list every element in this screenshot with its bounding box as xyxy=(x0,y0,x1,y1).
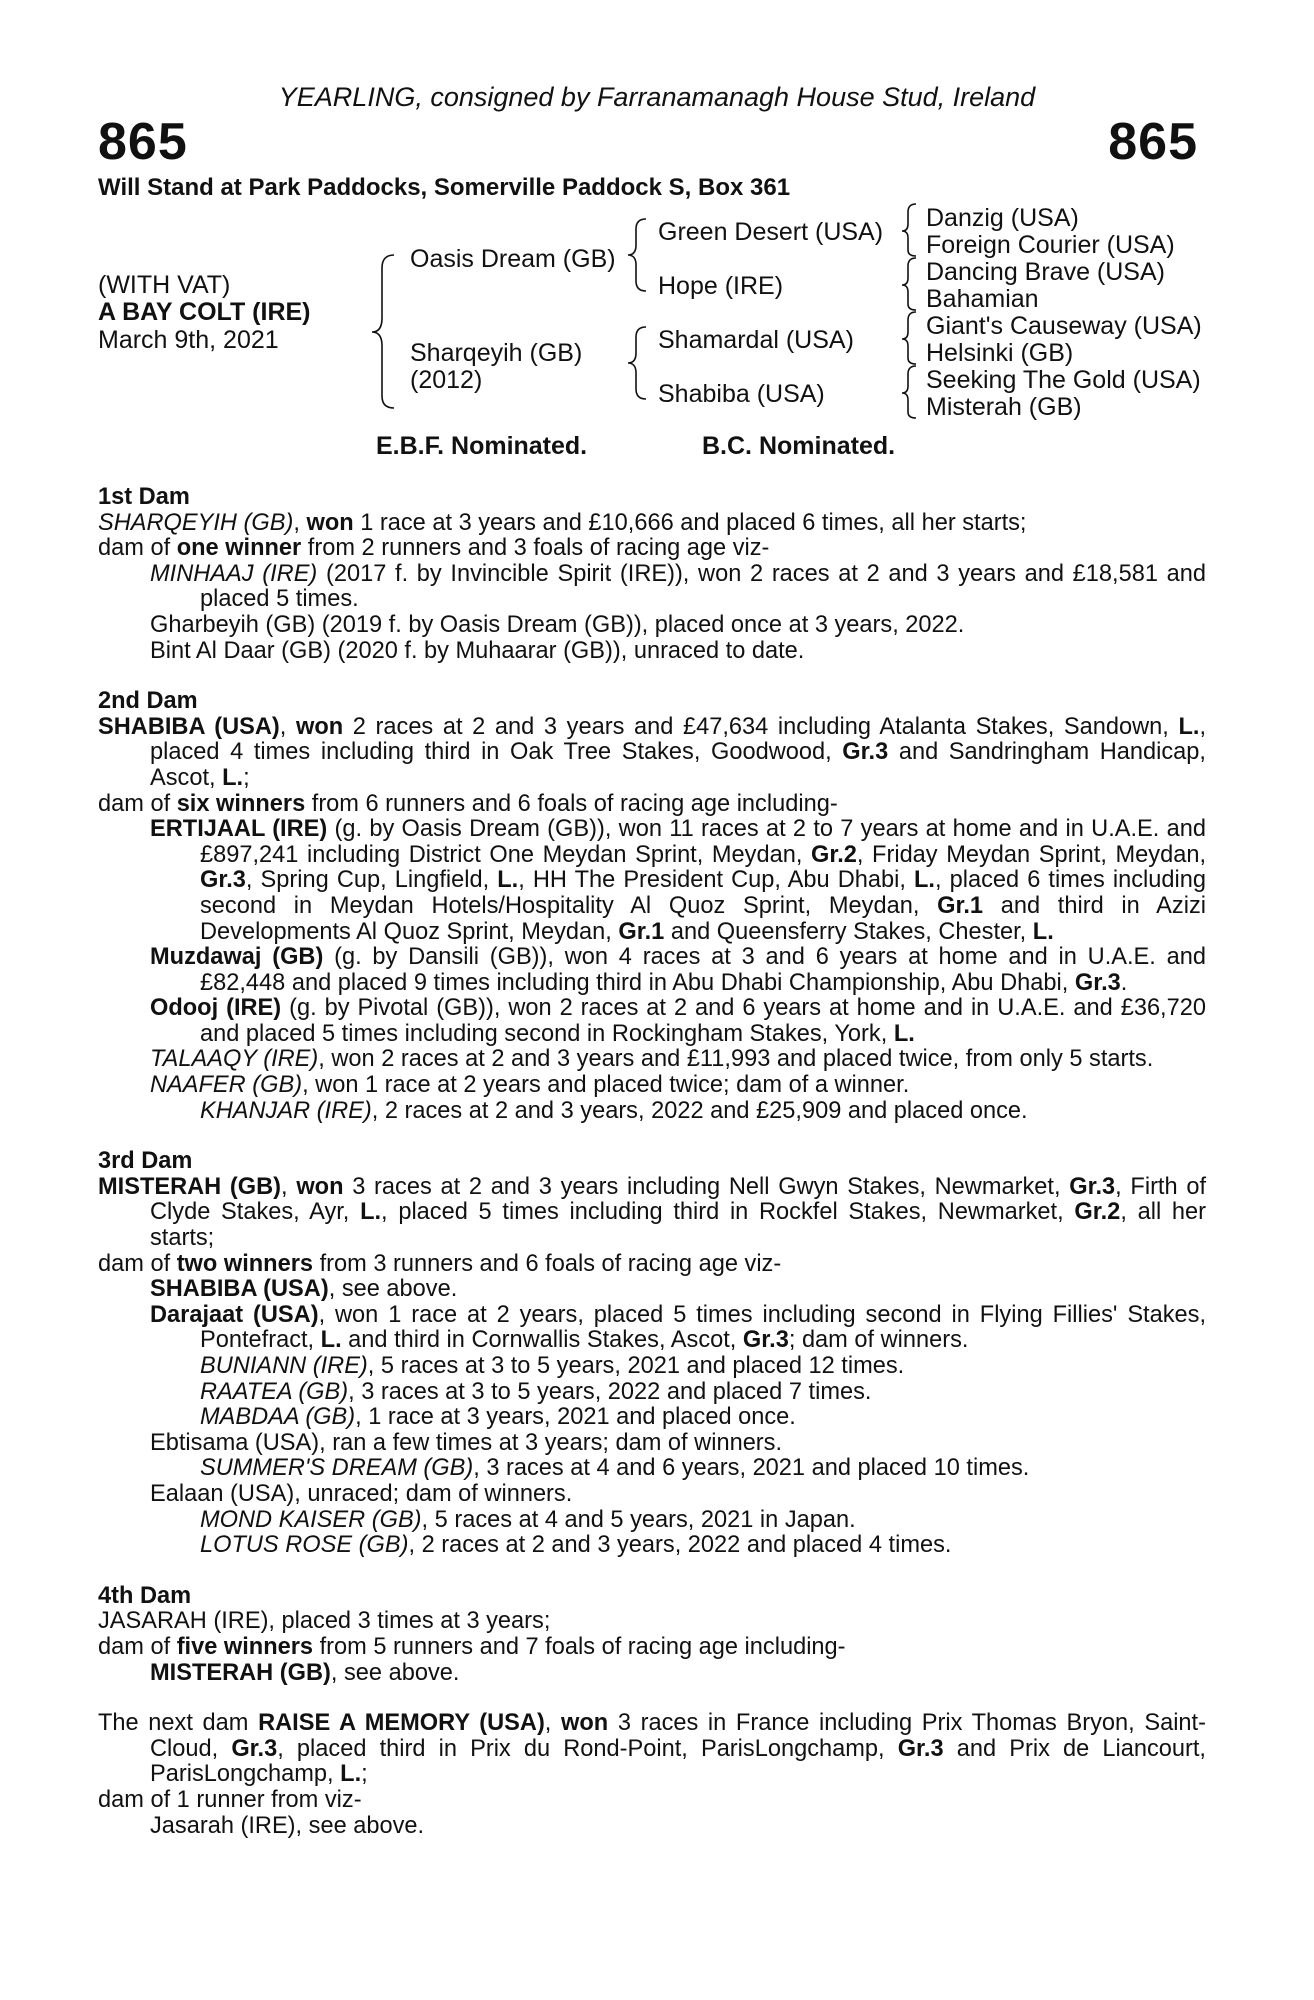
progeny-entry: SHABIBA (USA), see above. xyxy=(150,1276,458,1303)
first-dam-section: 1st Dam SHARQEYIH (GB), won 1 race at 3 years and £10,666 and placed 6 times, all her starts; dam of one winner from 2 runners and 3 foals of racing age viz- MINHAAJ (IRE) (2017 f. by Invincible Spirit (IRE)), won 2 races at 2 and 3 years and £18,581 and placed 5 times. Gharbeyih (GB) (2019 f. by Oasis Dream (GB)), placed once at 3 years, 2022. Bint Al Daar (GB) (2020 f. by Muhaarar (GB)), unraced to date. xyxy=(98,484,1206,664)
ancestor-dsd: Helsinki (GB) xyxy=(926,339,1074,367)
next-dam-section: The next dam RAISE A MEMORY (USA), won 3 races in France including Prix Thomas Bryon, Saint-Cloud, Gr.3, placed third in Prix du Rond-Point, ParisLongchamp, Gr.3 and Prix de Liancourt, ParisLongchamp, L.; dam of 1 runner from viz- Jasarah (IRE), see above. xyxy=(98,1710,1206,1839)
ancestor-sds: Dancing Brave (USA) xyxy=(926,258,1165,286)
progeny-entry: Darajaat (USA), won 1 race at 2 years, placed 5 times including second in Flying Fillies' Stakes, Pontefract, L. and third in Cornwallis Stakes, Ascot, Gr.3; dam of winners. xyxy=(150,1301,1207,1354)
birth-date: March 9th, 2021 xyxy=(98,326,279,354)
pedigree-notes xyxy=(98,485,1206,1839)
progeny-entry: MISTERAH (GB), see above. xyxy=(150,1659,460,1686)
progeny-entry: NAAFER (GB), won 1 race at 2 years and placed twice; dam of a winner. xyxy=(150,1072,910,1099)
ebf-nomination: E.B.F. Nominated. xyxy=(376,432,588,460)
sire-dam: Hope (IRE) xyxy=(658,272,784,300)
stand-location: Will Stand at Park Paddocks, Somerville Paddock S, Box 361 xyxy=(98,174,791,201)
progeny-entry: Gharbeyih (GB) (2019 f. by Oasis Dream (GB)), placed once at 3 years, 2022. xyxy=(150,611,965,638)
ancestor-sdd: Bahamian xyxy=(926,285,1039,313)
progeny-entry: ERTIJAAL (IRE) (g. by Oasis Dream (GB)), won 11 races at 2 to 7 years at home and in U.A.E. and £897,241 including District One Meydan Sprint, Meydan, Gr.2, Friday Meydan Sprint, Meydan, Gr.3, Spring Cup, Lingfield, L., HH The President Cup, Abu Dhabi, L., placed 6 times including second in Meydan Hotels/Hospitality Al Quoz Sprint, Meydan, Gr.1 and third in Azizi Developments Al Quoz Sprint, Meydan, Gr.1 and Queensferry Stakes, Chester, L. xyxy=(150,816,1206,945)
grand-progeny-entry: MABDAA (GB), 1 race at 3 years, 2021 and placed once. xyxy=(200,1404,796,1431)
second-dam-section: 2nd Dam SHABIBA (USA), won 2 races at 2 and 3 years and £47,634 including Atalanta Stakes, Sandown, L., placed 4 times including third in Oak Tree Stakes, Goodwood, Gr.3 and Sandringham Handicap, Ascot, L.; dam of six winners from 6 runners and 6 foals of racing age including- ERTIJAAL (IRE) (g. by Oasis Dream (GB)), won 11 races at 2 to 7 years at home and in U.A.E. and £897,241 including District One Meydan Sprint, Meydan, Gr.2, Friday Meydan Sprint, Meydan, Gr.3, Spring Cup, Lingfield, L., HH The President Cup, Abu Dhabi, L., placed 6 times including second in Meydan Hotels/Hospitality Al Quoz Sprint, Meydan, Gr.1 and third in Azizi Developments Al Quoz Sprint, Meydan, Gr.1 and Queensferry Stakes, Chester, L. Muzdawaj (GB) (g. by Dansili (GB)), won 4 races at 3 and 6 years at home and in U.A.E. and £82,448 and placed 9 times including third in Abu Dhabi Championship, Abu Dhabi, Gr.3. Odooj (IRE) (g. by Pivotal (GB)), won 2 races at 2 and 6 years at home and in U.A.E. and £36,720 and placed 5 times including second in Rockingham Stakes, York, L. TALAAQY (IRE), won 2 races at 2 and 3 years and £11,993 and placed twice, from only 5 starts. NAAFER (GB), won 1 race at 2 years and placed twice; dam of a winner. KHANJAR (IRE), 2 races at 2 and 3 years, 2022 and £25,909 and placed once. xyxy=(98,688,1206,1124)
grand-progeny-entry: SUMMER'S DREAM (GB), 3 races at 4 and 6 years, 2021 and placed 10 times. xyxy=(200,1455,1030,1482)
progeny-entry: MINHAAJ (IRE) (2017 f. by Invincible Spirit (IRE)), won 2 races at 2 and 3 years and £18,581 and placed 5 times. xyxy=(150,560,1206,613)
dam-name: SHARQEYIH (GB) xyxy=(98,509,294,536)
progeny-entry: Ebtisama (USA), ran a few times at 3 years; dam of winners. xyxy=(150,1429,783,1456)
ancestor-dss: Giant's Causeway (USA) xyxy=(926,312,1202,340)
sire-sire: Green Desert (USA) xyxy=(658,218,884,246)
dam-sire: Shamardal (USA) xyxy=(658,326,854,354)
grand-progeny-entry: KHANJAR (IRE), 2 races at 2 and 3 years, 2022 and £25,909 and placed once. xyxy=(200,1097,1028,1124)
ancestor-ddd: Misterah (GB) xyxy=(926,393,1082,421)
grand-progeny-entry: LOTUS ROSE (GB), 2 races at 2 and 3 years, 2022 and placed 4 times. xyxy=(200,1532,952,1559)
dam-dam: Shabiba (USA) xyxy=(658,380,825,408)
dam: Sharqeyih (GB) xyxy=(410,339,583,367)
ancestor-ssd: Foreign Courier (USA) xyxy=(926,231,1175,259)
vat-note: (WITH VAT) xyxy=(98,271,231,299)
grand-progeny-entry: BUNIANN (IRE), 5 races at 3 to 5 years, 2021 and placed 12 times. xyxy=(200,1353,905,1379)
lot-number-right: 865 xyxy=(1108,113,1198,171)
progeny-entry: Muzdawaj (GB) (g. by Dansili (GB)), won 4 races at 3 and 6 years at home and in U.A.E. and £82,448 and placed 9 times including third in Abu Dhabi Championship, Abu Dhabi, Gr.3. xyxy=(150,944,1206,996)
ancestor-dds: Seeking The Gold (USA) xyxy=(926,366,1201,394)
lot-number-left: 865 xyxy=(98,113,188,171)
section-heading: 2nd Dam xyxy=(98,688,198,715)
dam-year: (2012) xyxy=(410,366,483,394)
third-dam-section: 3rd Dam MISTERAH (GB), won 3 races at 2 and 3 years including Nell Gwyn Stakes, Newmarket, Gr.3, Firth of Clyde Stakes, Ayr, L., placed 5 times including third in Rockfel Stakes, Newmarket, Gr.2, all her starts; dam of two winners from 3 runners and 6 foals of racing age viz- SHABIBA (USA), see above. Darajaat (USA), won 1 race at 2 years, placed 5 times including second in Flying Fillies' Stakes, Pontefract, L. and third in Cornwallis Stakes, Ascot, Gr.3; dam of winners. BUNIANN (IRE), 5 races at 3 to 5 years, 2021 and placed 12 times. RAATEA (GB), 3 races at 3 to 5 years, 2022 and placed 7 times. MABDAA (GB), 1 race at 3 years, 2021 and placed once. Ebtisama (USA), ran a few times at 3 years; dam of winners. SUMMER'S DREAM (GB), 3 races at 4 and 6 years, 2021 and placed 10 times. Ealaan (USA), unraced; dam of winners. MOND KAISER (GB), 5 races at 4 and 5 years, 2021 in Japan. LOTUS ROSE (GB), 2 races at 2 and 3 years, 2022 and placed 4 times. xyxy=(98,1148,1207,1559)
progeny-entry: Jasarah (IRE), see above. xyxy=(150,1812,425,1839)
progeny-entry: Odooj (IRE) (g. by Pivotal (GB)), won 2 races at 2 and 6 years at home and in U.A.E. and £36,720 and placed 5 times including second in Rockingham Stakes, York, L. xyxy=(150,995,1206,1047)
grand-progeny-entry: MOND KAISER (GB), 5 races at 4 and 5 years, 2021 in Japan. xyxy=(200,1506,856,1533)
section-heading: 4th Dam xyxy=(98,1582,192,1609)
grand-progeny-entry: RAATEA (GB), 3 races at 3 to 5 years, 2022 and placed 7 times. xyxy=(200,1378,872,1405)
fourth-dam-section: 4th Dam JASARAH (IRE), placed 3 times at 3 years; dam of five winners from 5 runners and 7 foals of racing age including- MISTERAH (GB), see above. xyxy=(98,1584,1206,1686)
bc-nomination: B.C. Nominated. xyxy=(702,432,896,460)
catalogue-header: YEARLING, consigned by Farranamanagh House Stud, Ireland xyxy=(278,82,1036,112)
horse-name: A BAY COLT (IRE) xyxy=(98,298,311,326)
ancestor-sss: Danzig (USA) xyxy=(926,204,1079,232)
section-heading: 1st Dam xyxy=(98,484,190,510)
progeny-entry: TALAAQY (IRE), won 2 races at 2 and 3 years and £11,993 and placed twice, from only 5 starts. xyxy=(150,1046,1154,1073)
section-heading: 3rd Dam xyxy=(98,1148,193,1175)
sire: Oasis Dream (GB) xyxy=(410,245,616,273)
progeny-entry: Ealaan (USA), unraced; dam of winners. xyxy=(150,1480,573,1507)
progeny-entry: Bint Al Daar (GB) (2020 f. by Muhaarar (GB)), unraced to date. xyxy=(150,637,805,664)
